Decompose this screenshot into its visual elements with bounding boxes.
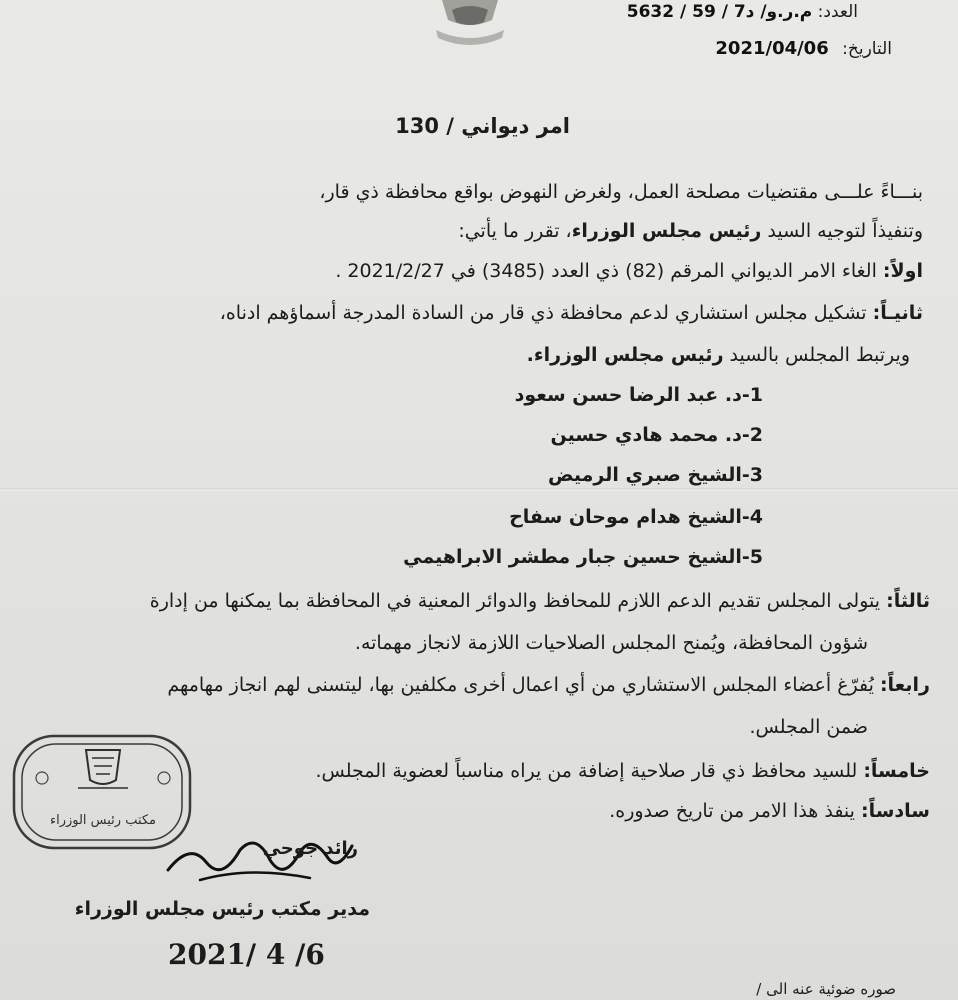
clause-first — [335, 260, 923, 282]
member-item: 1-د. عبد الرضا حسن سعود — [514, 384, 763, 406]
intro-suffix: ، تقرر ما يأتي: — [458, 220, 572, 242]
pm-title: رئيس مجلس الوزراء — [571, 220, 762, 242]
clause-fourth-text: يُفرّغ أعضاء المجلس الاستشاري من أي اعمال أخرى مكلفين بها، ليتسنى لهم انجاز مهامهم — [167, 674, 880, 696]
date-label: التاريخ: — [842, 39, 892, 59]
intro-line: بنـــاءً علـــى مقتضيات مصلحة العمل، ولغرض النهوض بواقع محافظة ذي قار، — [319, 181, 923, 203]
clause-second-cont — [527, 344, 910, 366]
clause-fourth — [167, 674, 930, 696]
clause-third-label: ثالثاً: — [886, 590, 930, 612]
member-item: 4-الشيخ هدام موحان سفاح — [509, 506, 763, 528]
member-item: 5-الشيخ حسين جبار مطشر الابراهيمي — [403, 546, 763, 568]
date-row — [715, 38, 892, 59]
number-label: العدد: — [817, 2, 858, 22]
clause-fourth-cont: ضمن المجلس. — [749, 716, 868, 738]
clause-third-cont: شؤون المحافظة، ويُمنح المجلس الصلاحيات اللازمة لانجاز مهماته. — [354, 632, 868, 654]
intro-line-2 — [458, 220, 923, 242]
clause-sixth-text: ينفذ هذا الامر من تاريخ صدوره. — [609, 800, 861, 822]
signatory-name: رائد جوحي — [262, 838, 358, 859]
clause-third-text: يتولى المجلس تقديم الدعم اللازم للمحافظ والدوائر المعنية في المحافظة بما يمكنها من إدارة — [149, 590, 887, 612]
clause-first-text: الغاء الامر الديواني المرقم (82) ذي العدد (3485) في 2021/2/27 . — [335, 260, 883, 282]
clause-fifth — [315, 760, 930, 782]
clause-sixth-label: سادساً: — [861, 800, 930, 822]
iraq-emblem-icon — [422, 0, 518, 46]
pm-title-2: رئيس مجلس الوزراء — [533, 344, 724, 366]
clause-fifth-label: خامساً: — [863, 760, 930, 782]
member-item: 2-د. محمد هادي حسين — [550, 424, 763, 446]
clause-fifth-text: للسيد محافظ ذي قار صلاحية إضافة من يراه مناسباً لعضوية المجلس. — [315, 760, 864, 782]
order-title: امر ديواني / 130 — [395, 114, 570, 138]
footer-note: صوره ضوئية عنه الى / — [756, 980, 896, 998]
clause-second-label: ثانيـاً: — [872, 302, 923, 324]
clause-sixth — [609, 800, 930, 822]
intro-text: وتنفيذاً لتوجيه السيد — [761, 220, 923, 242]
clause-second-text: تشكيل مجلس استشاري لدعم محافظة ذي قار من السادة المدرجة أسماؤهم ادناه، — [219, 302, 873, 324]
signatory-title: مدير مكتب رئيس مجلس الوزراء — [74, 898, 370, 920]
clause-second-cont-suffix: . — [526, 344, 534, 366]
clause-second — [220, 302, 923, 324]
number-value: م.ر.و/ د7 / 59 / 5632 — [626, 2, 813, 22]
clause-third — [150, 590, 930, 612]
clause-fourth-label: رابعاً: — [879, 674, 930, 696]
signature-date: 2021/ 4 /6 — [168, 938, 325, 971]
paper-fold — [0, 488, 958, 491]
number-row — [627, 2, 858, 22]
clause-second-cont-text: ويرتبط المجلس بالسيد — [723, 344, 910, 366]
member-item: 3-الشيخ صبري الرميض — [547, 464, 763, 486]
clause-first-label: اولاً: — [882, 260, 923, 282]
date-value: 2021/04/06 — [715, 38, 829, 59]
stamp-text: مكتب رئيس الوزراء — [49, 813, 157, 828]
